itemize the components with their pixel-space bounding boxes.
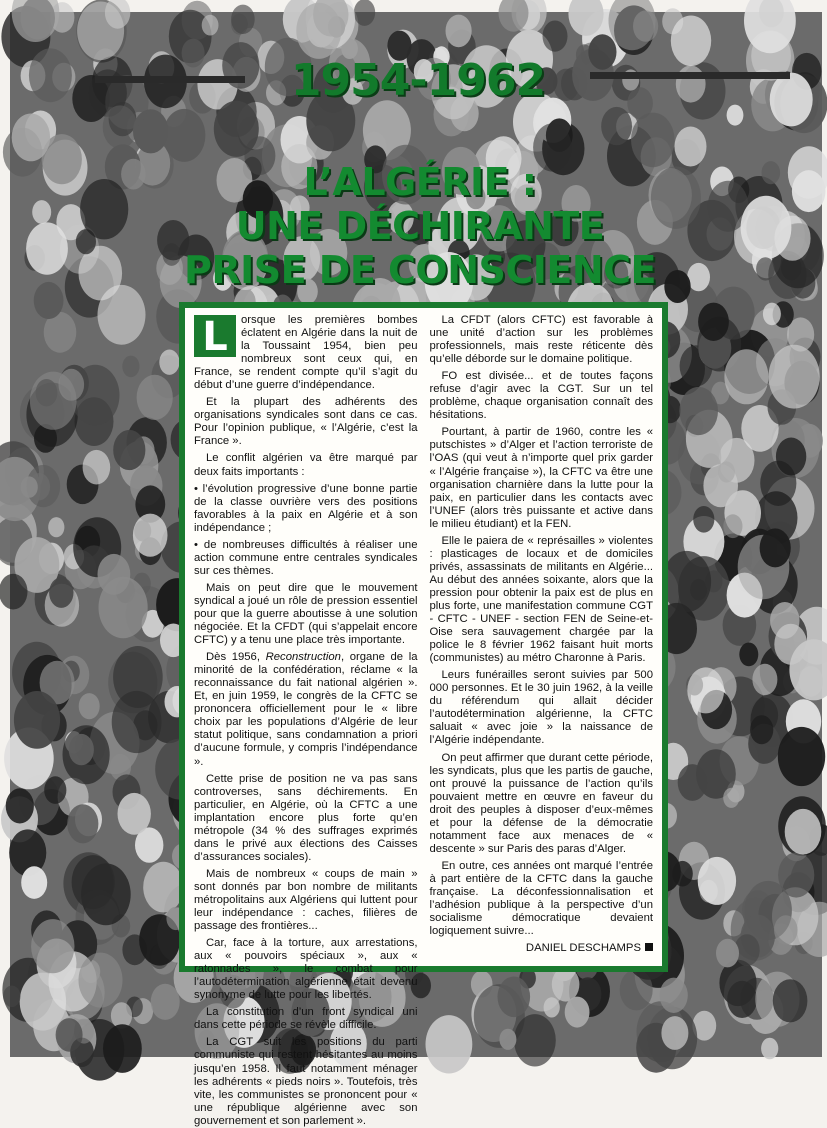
crowd-face-shape [698, 857, 736, 905]
paragraph: La CFDT (alors CFTC) est favorable à une unité d’action sur les problèmes professionnels, mais reste réticente dès qu’elle déborde sur le domaine politique. [429, 314, 653, 366]
crowd-face-shape [79, 953, 123, 1008]
paragraph: Leurs funérailles seront suivies par 500 000 personnes. Et le 30 juin 1962, à la veille du référendum qui allait décider l’autodétermination algérienne, la CFTC saluait « avec joie » la naissance de l’Algérie indépendante. [429, 669, 653, 747]
crowd-face-shape [143, 862, 183, 913]
paragraph [194, 314, 418, 392]
author-name: DANIEL DESCHAMPS [525, 942, 641, 955]
crowd-face-shape [552, 967, 580, 1002]
crowd-face-shape [77, 2, 124, 61]
crowd-face-shape [426, 1015, 473, 1073]
end-mark-icon [645, 943, 653, 951]
crowd-face-shape [56, 1018, 83, 1052]
crowd-face-shape [723, 788, 739, 808]
crowd-face-shape [231, 5, 255, 34]
crowd-face-shape [760, 528, 791, 567]
crowd-face-shape [30, 372, 77, 430]
paragraph: Cette prise de position ne va pas sans controverses, sans déchirements. En particulier, en Algérie, où la CFTC a une implantation encore plus forte qu’en métropole (34 % des suffrages exprimés dans le privé aux élections des Caisses d’assurances sociales). [194, 772, 418, 863]
crowd-face-shape [113, 430, 145, 470]
crowd-face-shape [0, 574, 28, 610]
crowd-face-shape [121, 159, 146, 190]
article-column-left [194, 314, 418, 1127]
crowd-face-shape [83, 450, 111, 485]
paragraph: Le conflit algérien va être marqué par deux faits importants : [194, 452, 418, 478]
crowd-face-shape [80, 179, 128, 239]
crowd-face-shape [773, 979, 808, 1022]
crowd-face-shape [31, 919, 74, 973]
paragraph-text: , organe de la minorité de la confédération, réclame « la reconnaissance du fait national algérien ». Et, en juin 1959, le congrès de la CFTC se prononcera officiellement pour le « libre choix par les populations d’Algérie de leur statut politique, sans condamnation a priori d’aucune formule, y compris l’indépendance ». [194, 651, 418, 768]
author-signature [430, 942, 654, 955]
crowd-face-shape [103, 1024, 142, 1073]
paragraph [194, 651, 418, 768]
crowd-face-shape [762, 161, 781, 184]
crowd-face-shape [679, 387, 718, 435]
crowd-face-shape [72, 855, 115, 909]
crowd-face-shape [756, 257, 775, 280]
paragraph: La constitution d’un front syndical uni dans cette période se révèle difficile. [194, 1006, 418, 1032]
year-banner [0, 56, 827, 106]
crowd-face-shape [6, 788, 34, 823]
paragraph-text: Dès 1956, [206, 651, 266, 664]
crowd-face-shape [159, 350, 179, 375]
crowd-face-shape [296, 3, 341, 59]
paragraph: On peut affirmer que durant cette période, les syndicats, plus que les partis de gauche, ont prouvé la puissance de l’action qu’ils pouvaient mettre en œuvre en faveur du droit des peuples à disposer d’eux-mêmes et pour la défense de la démocratie notamment face aux menaces de « descente » sur Paris des paras d’Alger. [429, 751, 653, 855]
crowd-face-shape [752, 664, 777, 695]
crowd-face-shape [774, 624, 807, 665]
crowd-face-shape [565, 997, 590, 1028]
crowd-face-shape [98, 554, 131, 595]
article-panel [179, 302, 668, 1127]
crowd-face-shape [693, 506, 714, 533]
paragraph: Et la plupart des adhérents des organisations syndicales sont dans ce cas. Pour l’opinion publique, « l’Algérie, c’est la France ». [194, 396, 418, 448]
crowd-face-shape [778, 852, 814, 897]
crowd-face-shape [79, 693, 100, 719]
crowd-face-shape [34, 282, 64, 319]
crowd-face-shape [14, 691, 60, 749]
crowd-face-shape [778, 727, 825, 786]
crowd-face-shape [21, 866, 47, 899]
title-line-1: L’ALGÉRIE : [303, 160, 537, 204]
crowd-face-shape [760, 461, 796, 506]
crowd-face-shape [122, 356, 139, 378]
paragraph-text: orsque les premières bombes éclatent en Algérie dans la nuit de la Toussaint 1954, bien peu nombreux sont ceux qui, en France, se rendent compte qu’il s’agit du début d’une guerre d’indépendance. [194, 314, 418, 392]
crowd-face-shape [49, 577, 73, 608]
crowd-face-shape [44, 776, 66, 804]
crowd-face-shape [723, 514, 742, 538]
paragraph: En outre, ces années ont marqué l’entrée à part entière de la CFTC dans la gauche française. La déconfessionnalisation et l’adhésion publique à la perspective d’un socialisme démocratique devaient logiquement suivre... [429, 859, 653, 938]
crowd-face-shape [601, 107, 632, 145]
crowd-face-shape [63, 725, 110, 784]
crowd-face-shape [774, 915, 798, 945]
left-rule [95, 76, 245, 83]
paragraph: FO est divisée... et de toutes façons refuse d’agir avec la CGT. Sur un tel problème, chaque organisation connaît des hésitations. [429, 370, 653, 422]
crowd-face-shape [739, 643, 758, 667]
paragraph: Elle le paiera de « représailles » violentes : plasticages de locaux et de domiciles privés, assassinats de militants en Algérie... Au début des années soixante, alors que la pression pour obtenir la paix est de plus en plus forte, une manifestation commune CGT - CFTC - UNEF - section FEN de Seine-et-Oise sera sauvagement chargée par la police le 8 février 1962 faisant huit morts (communistes) au métro Charonne à Paris. [429, 534, 653, 665]
crowd-face-shape [3, 986, 20, 1008]
paragraph: Car, face à la torture, aux arrestations, aux « pouvoirs spéciaux », aux « ratonnades », le combat pour l’autodétermination algérienne était devenu synonyme de lutte pour les libertés. [194, 937, 418, 1002]
article-column-right [430, 314, 654, 962]
crowd-face-shape [698, 303, 729, 341]
crowd-face-shape [498, 977, 531, 1018]
crowd-face-shape [112, 691, 162, 753]
crowd-face-shape [202, 15, 219, 36]
crowd-face-shape [716, 939, 739, 968]
crowd-face-shape [122, 934, 147, 965]
crowd-face-shape [133, 514, 168, 557]
crowd-face-shape [354, 0, 375, 26]
crowd-face-shape [727, 981, 757, 1018]
crowd-face-shape [750, 715, 773, 744]
paragraph: Pourtant, à partir de 1960, contre les « putschistes » d’Alger et l’action terroriste de l’OAS (qui veut à n’importe quel prix garder « l’Algérie française »), la CFTC va être une organisation charnière dans la lutte pour la paix, en particulier dans les contacts avec l’UNEF (alors très puissante et active dans le milieu étudiant) et la FEN. [429, 426, 653, 530]
crowd-face-shape [67, 804, 98, 843]
crowd-face-shape [48, 517, 64, 537]
crowd-face-shape [763, 303, 781, 326]
crowd-face-shape [769, 345, 820, 409]
crowd-face-shape [214, 101, 259, 157]
drop-cap: L [194, 315, 236, 357]
crowd-face-shape [21, 476, 38, 497]
title-line-3: PRISE DE CONSCIENCE [183, 248, 657, 292]
crowd-face-shape [543, 21, 568, 52]
crowd-face-shape [163, 109, 205, 162]
crowd-face-shape [785, 809, 822, 855]
crowd-face-shape [103, 105, 138, 148]
article-title [150, 160, 690, 292]
crowd-face-shape [718, 461, 735, 482]
crowd-face-shape [727, 105, 744, 126]
crowd-face-shape [662, 551, 711, 612]
crowd-face-shape [12, 114, 50, 162]
crowd-face-shape [687, 667, 724, 713]
crowd-face-shape [633, 10, 658, 41]
paragraph: Mais de nombreux « coups de main » sont donnés par bon nombre de militants métropolitains aux Algériens qui luttent pour leur indépendance : caches, filières de passage des frontières... [194, 867, 418, 933]
crowd-face-shape [137, 375, 173, 420]
year-range-heading: 1954-1962 [290, 55, 546, 106]
crowd-face-shape [660, 978, 688, 1013]
bullet-item: • de nombreuses difficultés à réaliser une action commune entre centrales syndicales sur ces thèmes. [194, 538, 418, 577]
paragraph: Mais on peut dire que le mouvement syndical a joué un rôle de pression essentiel pour que la guerre aboutisse à une solution négociée. Et la CFDT (qui s’appelait encore CFTC) y a tenu une place très importante. [194, 581, 418, 647]
crowd-face-shape [724, 349, 768, 404]
crowd-face-shape [118, 793, 151, 835]
crowd-face-shape [631, 113, 675, 168]
crowd-face-shape [678, 764, 707, 801]
crowd-face-shape [514, 1014, 556, 1066]
publication-name: Reconstruction [265, 651, 341, 664]
crowd-face-shape [446, 15, 472, 48]
crowd-face-shape [761, 1038, 778, 1060]
paragraph: La CGT suit les positions du parti communiste qui restent hésitantes au moins jusqu’en 1958. Il faut notamment ménager les adhérents « pieds noirs ». Toutefois, très vite, les communistes se prononcent pour « une république algérienne avec son gouvernement et son parlement ». [194, 1036, 418, 1127]
crowd-face-shape [26, 222, 68, 274]
bullet-item: • l’évolution progressive d’une bonne partie de la classe ouvrière vers des positions favorables à la paix en Algérie et à son indépendance ; [194, 482, 418, 534]
crowd-face-shape [32, 200, 51, 224]
crowd-face-shape [499, 1029, 516, 1050]
crowd-face-shape [661, 1016, 688, 1050]
title-line-2: UNE DÉCHIRANTE [235, 204, 605, 248]
right-rule [590, 72, 790, 79]
crowd-face-shape [151, 984, 180, 1020]
crowd-face-shape [774, 216, 810, 261]
